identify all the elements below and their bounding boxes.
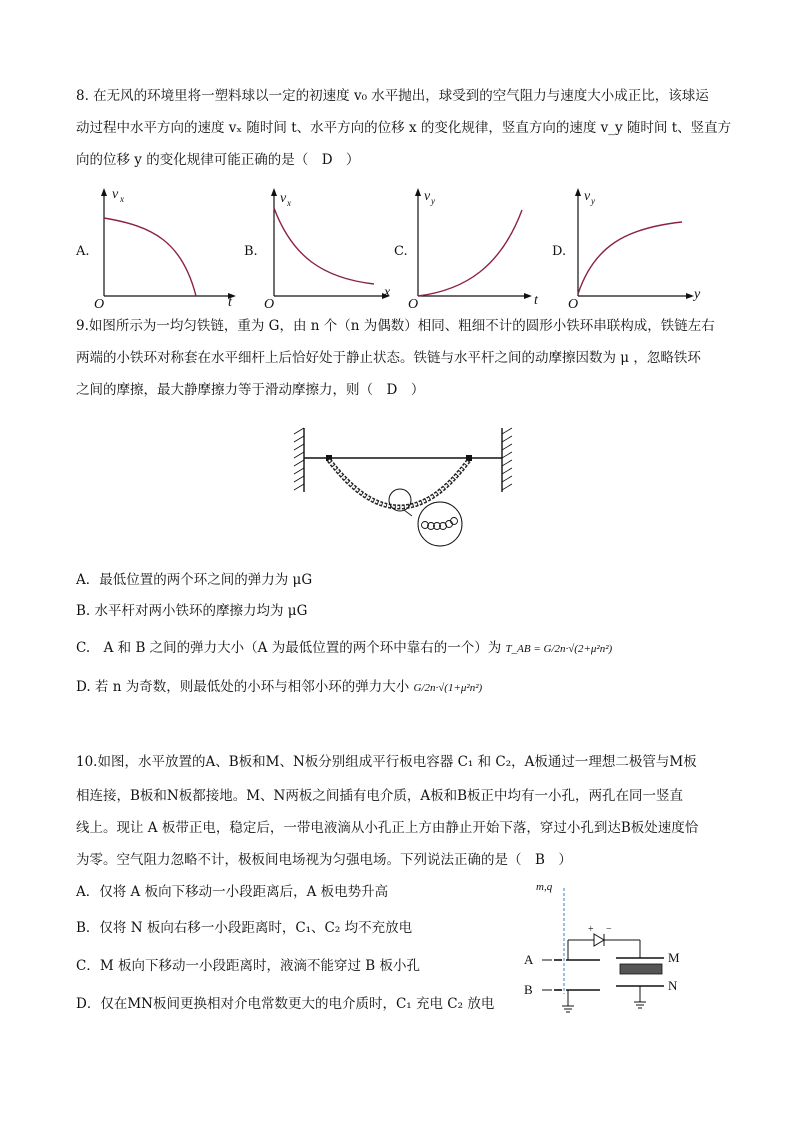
- q10-line-1: 10.如图，水平放置的A、B板和M、N板分别组成平行板电容器 C₁ 和 C₂，A板通过一理想二极管与M板: [76, 754, 697, 770]
- q10-option-b: B．仅将 N 板向右移一小段距离时，C₁、C₂ 均不充放电: [76, 920, 413, 936]
- q9-option-c: [76, 638, 612, 659]
- q8-graph-d-origin: O: [568, 297, 579, 312]
- q9-option-d-formula: G/2n·√(1+μ²n²): [413, 682, 483, 694]
- q8-graph-b: [262, 186, 402, 315]
- q10-option-c: C．M 板向下移动一小段距离时，液滴不能穿过 B 板小孔: [76, 958, 420, 974]
- q8-option-a-label: A.: [76, 244, 90, 259]
- q10-diode-minus: −: [606, 924, 612, 935]
- q10-diode-plus: +: [588, 924, 594, 935]
- q8-graph-b-xlabel: x: [384, 285, 391, 300]
- q9-option-c-formula: T_AB = G/2n·√(2+μ²n²): [505, 643, 613, 655]
- q8-graph-a: [92, 186, 242, 315]
- q10-drop-label: m,q: [536, 881, 553, 893]
- q8-option-b-label: B.: [244, 244, 258, 259]
- q10-line-2: 相连接，B板和N板都接地。M、N两板之间插有电介质，A板和B板正中均有一小孔，两孔在同一竖直: [76, 788, 684, 804]
- q8-graph-c-origin: O: [408, 297, 419, 312]
- q9-line-3: 之间的摩擦，最大静摩擦力等于滑动摩擦力，则（ D ）: [76, 382, 425, 398]
- q9-chain-figure: [290, 424, 520, 558]
- q10-line-3: 线上。现让 A 板带正电，稳定后，一带电液滴从小孔正上方由静止开始下落，穿过小孔到达B板处速度恰: [76, 820, 699, 836]
- q8-line-1: 8. 在无风的环境里将一塑料球以一定的初速度 v₀ 水平抛出，球受到的空气阻力与速度大小成正比，该球运: [76, 88, 709, 104]
- q10-plate-n-label: N: [668, 978, 678, 993]
- q8-graph-d: [566, 186, 716, 315]
- q8-graph-a-ysub: x: [120, 194, 124, 204]
- q10-plate-m-label: M: [668, 950, 680, 965]
- q10-line-4: 为零。空气阻力忽略不计，极板间电场视为匀强电场。下列说法正确的是（ B ）: [76, 852, 572, 868]
- q9-option-d-text: D. 若 n 为奇数，则最低处的小环与相邻小环的弹力大小: [76, 679, 410, 695]
- q9-option-a: A．最低位置的两个环之间的弹力为 μG: [76, 572, 313, 588]
- q8-graph-d-ylabel: v: [584, 189, 591, 204]
- q8-graph-a-xlabel: t: [228, 295, 232, 310]
- q10-circuit-figure: [520, 874, 700, 1028]
- q8-graph-c-ylabel: v: [424, 189, 431, 204]
- q8-line-3: 向的位移 y 的变化规律可能正确的是（ D ）: [76, 152, 360, 168]
- q9-option-c-text: C. A 和 B 之间的弹力大小（A 为最低位置的两个环中靠右的一个）为: [76, 640, 502, 656]
- q8-graph-c: [406, 186, 556, 315]
- q8-graph-b-ylabel: v: [280, 191, 287, 206]
- q8-graph-b-origin: O: [264, 297, 275, 312]
- q10-plate-b-label: B: [524, 982, 533, 997]
- q10-plate-a-label: A: [524, 952, 534, 967]
- q10-option-d: D．仅在MN板间更换相对介电常数更大的电介质时，C₁ 充电 C₂ 放电: [76, 996, 495, 1012]
- q8-graph-a-origin: O: [94, 297, 105, 312]
- q10-option-a: A．仅将 A 板向下移动一小段距离后，A 板电势升高: [76, 884, 389, 900]
- q8-option-d-label: D.: [552, 244, 567, 259]
- q8-graph-c-ysub: y: [431, 196, 435, 206]
- q8-graph-d-ysub: y: [591, 196, 595, 206]
- q9-option-d: [76, 677, 482, 698]
- q8-graph-c-xlabel: t: [534, 293, 538, 308]
- q8-graph-a-ylabel: v: [112, 187, 119, 202]
- q9-option-b: B. 水平杆对两小铁环的摩擦力均为 μG: [76, 603, 308, 619]
- q8-option-c-label: C.: [394, 244, 408, 259]
- q9-line-2: 两端的小铁环对称套在水平细杆上后恰好处于静止状态。铁链与水平杆之间的动摩擦因数为 μ ，忽略铁环: [76, 350, 701, 366]
- q8-graph-b-ysub: x: [287, 198, 291, 208]
- q9-line-1: 9.如图所示为一均匀铁链，重为 G，由 n 个（n 为偶数）相同、粗细不计的圆形小铁环串联构成，铁链左右: [76, 318, 715, 334]
- q8-graph-d-xlabel: y: [694, 287, 701, 302]
- q8-line-2: 动过程中水平方向的速度 vₓ 随时间 t、水平方向的位移 x 的变化规律，竖直方向的速度 v_y 随时间 t、竖直方: [76, 120, 732, 136]
